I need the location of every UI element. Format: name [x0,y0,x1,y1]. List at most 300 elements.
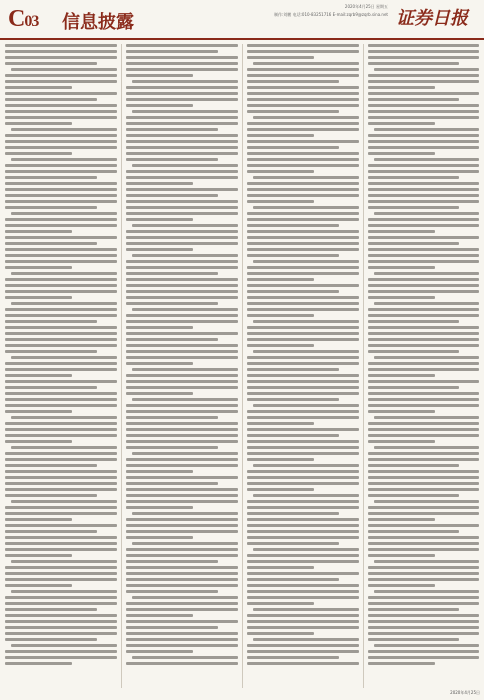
text-line [5,290,117,293]
text-line [5,656,117,659]
text-line [368,350,459,353]
text-column-3 [247,44,359,684]
column-divider [363,44,364,688]
text-line [368,242,459,245]
text-line [132,542,238,545]
text-line [247,140,359,143]
text-line [368,602,479,605]
text-line [374,128,479,131]
text-line [247,122,359,125]
text-line [5,170,117,173]
text-line [126,212,238,215]
text-line [5,626,117,629]
text-line [247,590,359,593]
text-line [247,584,359,587]
text-line [11,446,117,449]
text-line [247,230,359,233]
text-line [368,530,459,533]
text-line [368,362,479,365]
text-line [5,326,117,329]
text-line [126,188,238,191]
text-line [247,314,314,317]
text-line [5,80,117,83]
text-line [247,74,359,77]
text-line [368,494,459,497]
text-line [132,254,238,257]
text-line [374,302,479,305]
text-line [247,56,314,59]
text-line [247,152,359,155]
text-line [368,218,479,221]
text-line [5,140,117,143]
text-line [368,248,479,251]
text-line [374,212,479,215]
text-line [126,230,238,233]
text-line [132,110,238,113]
text-line [374,158,479,161]
text-line [247,422,314,425]
text-line [132,512,238,515]
text-line [368,620,479,623]
text-line [126,506,193,509]
text-line [5,332,117,335]
text-line [5,314,117,317]
text-line [126,626,218,629]
text-line [126,638,238,641]
text-line [247,662,359,665]
text-line [247,188,359,191]
footer-note: 2020年4月25日 [450,690,480,695]
text-line [126,428,238,431]
text-line [5,404,117,407]
text-line [126,332,238,335]
text-line [247,86,359,89]
text-line [126,338,218,341]
text-line [368,152,435,155]
text-line [253,116,359,119]
text-line [368,566,479,569]
text-line [247,50,359,53]
text-line [247,596,359,599]
text-line [368,296,435,299]
text-line [5,608,97,611]
text-line [247,428,359,431]
text-line [126,314,238,317]
text-line [368,122,435,125]
text-line [368,368,479,371]
text-column-4 [368,44,479,684]
text-line [368,92,479,95]
text-line [11,128,117,131]
text-line [374,590,479,593]
text-line [247,290,339,293]
text-line [5,284,117,287]
text-line [126,56,238,59]
text-line [368,458,479,461]
text-line [132,596,238,599]
text-line [5,506,117,509]
text-line [247,200,314,203]
text-line [368,266,435,269]
text-line [368,260,479,263]
text-line [5,374,72,377]
editor-line: 制作:刘鹏 电话:010-83251716 E-mail:zqrb9@zqrb.sina.net [273,12,388,17]
text-line [247,458,314,461]
text-line [368,614,479,617]
text-line [368,146,479,149]
text-line [368,536,479,539]
text-line [11,590,117,593]
text-line [368,638,459,641]
text-line [247,620,359,623]
text-line [5,428,117,431]
text-line [247,278,314,281]
text-line [368,314,479,317]
text-line [126,500,238,503]
text-line [253,548,359,551]
text-line [368,488,479,491]
text-line [368,56,479,59]
text-line [247,266,359,269]
text-line [368,110,479,113]
text-line [368,440,435,443]
text-line [126,68,238,71]
text-line [5,638,97,641]
text-line [253,320,359,323]
text-line [5,134,117,137]
text-line [247,44,359,47]
text-line [247,434,339,437]
text-line [126,128,218,131]
text-line [5,254,117,257]
text-line [368,650,479,653]
text-line [11,356,117,359]
text-line [126,614,193,617]
text-line [247,182,359,185]
text-line [126,374,238,377]
text-line [5,152,72,155]
text-line [247,146,339,149]
text-line [368,278,479,281]
text-line [132,452,238,455]
text-column-2 [126,44,238,684]
text-line [253,350,359,353]
text-line [126,242,238,245]
text-line [247,542,339,545]
text-line [5,278,117,281]
text-line [5,44,117,47]
section-title: 信息披露 [62,12,134,33]
text-line [126,104,193,107]
text-line [11,212,117,215]
text-line [247,626,359,629]
text-line [5,362,117,365]
text-line [126,146,238,149]
text-line [247,632,314,635]
text-line [368,164,479,167]
text-line [247,356,359,359]
text-line [126,650,193,653]
text-line [368,176,459,179]
text-line [247,296,359,299]
text-line [368,578,479,581]
text-line [5,578,117,581]
text-line [126,350,238,353]
text-line [247,578,339,581]
text-line [126,476,238,479]
text-line [368,422,479,425]
text-line [247,80,339,83]
text-line [5,350,97,353]
text-line [368,188,479,191]
text-line [368,554,435,557]
text-line [126,560,218,563]
text-line [368,374,435,377]
text-line [126,422,238,425]
text-line [5,320,97,323]
text-line [126,92,238,95]
text-line [5,92,117,95]
text-line [368,200,479,203]
text-line [126,278,238,281]
text-line [368,86,435,89]
text-line [368,404,479,407]
text-line [5,224,117,227]
text-line [126,578,238,581]
text-line [132,80,238,83]
text-line [5,146,117,149]
text-line [368,140,479,143]
text-line [5,380,117,383]
text-line [126,290,238,293]
text-line [126,176,238,179]
text-line [11,272,117,275]
text-line [247,332,359,335]
text-line [126,554,238,557]
text-column-1 [5,44,117,684]
text-line [368,236,479,239]
text-line [247,128,359,131]
masthead-logo: 证券日报 [396,8,468,29]
text-line [126,50,218,53]
text-line [126,608,238,611]
text-line [5,116,117,119]
text-line [126,662,238,665]
text-line [126,302,218,305]
text-line [247,536,359,539]
text-line [126,590,218,593]
text-line [5,512,117,515]
text-line [368,464,459,467]
text-line [126,344,238,347]
text-line [247,170,314,173]
text-line [5,182,117,185]
text-line [368,410,435,413]
text-line [247,236,359,239]
text-line [247,656,339,659]
text-line [5,614,117,617]
text-line [5,266,72,269]
text-line [368,518,435,521]
text-line [368,506,479,509]
text-line [5,74,117,77]
text-line [126,158,218,161]
text-line [374,272,479,275]
text-line [368,74,479,77]
text-line [368,434,479,437]
text-line [368,584,435,587]
text-line [11,560,117,563]
text-line [368,98,459,101]
text-line [374,644,479,647]
text-line [247,398,339,401]
text-line [247,470,359,473]
text-line [5,524,117,527]
text-line [247,284,359,287]
text-line [5,566,117,569]
text-line [247,566,314,569]
text-line [368,632,479,635]
text-line [5,56,117,59]
text-line [247,218,359,221]
text-line [368,170,479,173]
text-line [368,194,479,197]
text-line [247,416,359,419]
text-line [11,302,117,305]
text-line [126,446,218,449]
text-line [132,308,238,311]
text-line [5,584,72,587]
text-line [5,596,117,599]
text-line [247,194,359,197]
text-line [253,62,359,65]
text-line [368,104,479,107]
text-line [126,602,238,605]
text-line [247,374,359,377]
text-line [126,170,238,173]
text-line [5,572,117,575]
text-line [5,50,117,53]
text-line [5,62,97,65]
text-line [247,644,359,647]
text-line [368,326,479,329]
date-line: 2020年4月25日 星期五 [344,4,388,9]
text-line [5,488,117,491]
text-line [368,320,459,323]
text-line [368,398,479,401]
text-line [126,326,193,329]
text-line [5,122,72,125]
text-line [247,560,359,563]
text-line [5,296,72,299]
text-line [126,122,238,125]
text-line [11,416,117,419]
text-line [126,218,193,221]
text-line [247,380,359,383]
text-line [126,392,193,395]
text-line [368,116,479,119]
text-line [126,116,238,119]
text-line [126,644,238,647]
text-line [126,482,218,485]
text-line [247,614,359,617]
text-line [247,476,359,479]
text-line [247,98,359,101]
text-line [368,224,479,227]
text-line [368,470,479,473]
text-line [368,380,479,383]
text-line [5,518,72,521]
text-line [5,662,72,665]
text-line [126,200,238,203]
text-line [126,524,238,527]
text-line [247,506,359,509]
text-line [126,356,238,359]
text-line [126,62,238,65]
text-line [132,164,238,167]
text-line [247,68,359,71]
text-line [5,104,117,107]
text-line [126,380,238,383]
text-line [368,392,479,395]
text-line [5,464,97,467]
text-line [374,356,479,359]
text-line [247,530,359,533]
text-line [368,50,479,53]
text-line [5,242,97,245]
text-line [368,284,479,287]
text-line [368,542,479,545]
text-line [253,176,359,179]
text-line [126,98,238,101]
text-line [5,206,97,209]
text-line [132,224,238,227]
text-line [126,584,238,587]
text-line [126,386,238,389]
text-line [374,560,479,563]
text-line [368,290,479,293]
text-line [5,164,117,167]
text-line [368,596,479,599]
text-line [5,338,117,341]
text-line [5,476,117,479]
text-line [126,404,238,407]
text-line [126,260,238,263]
text-line [126,140,238,143]
text-line [247,134,314,137]
text-line [5,536,117,539]
column-divider [242,44,243,688]
text-line [126,74,193,77]
text-line [247,368,339,371]
text-line [247,650,359,653]
text-line [126,248,193,251]
text-line [368,332,479,335]
text-line [253,206,359,209]
text-line [5,392,117,395]
text-line [126,272,218,275]
text-line [247,308,359,311]
text-line [126,320,238,323]
text-line [126,284,238,287]
text-line [247,104,359,107]
text-line [126,410,238,413]
text-line [126,236,238,239]
text-line [247,224,339,227]
text-line [126,134,238,137]
section-letter: C [8,6,25,32]
text-line [126,152,238,155]
